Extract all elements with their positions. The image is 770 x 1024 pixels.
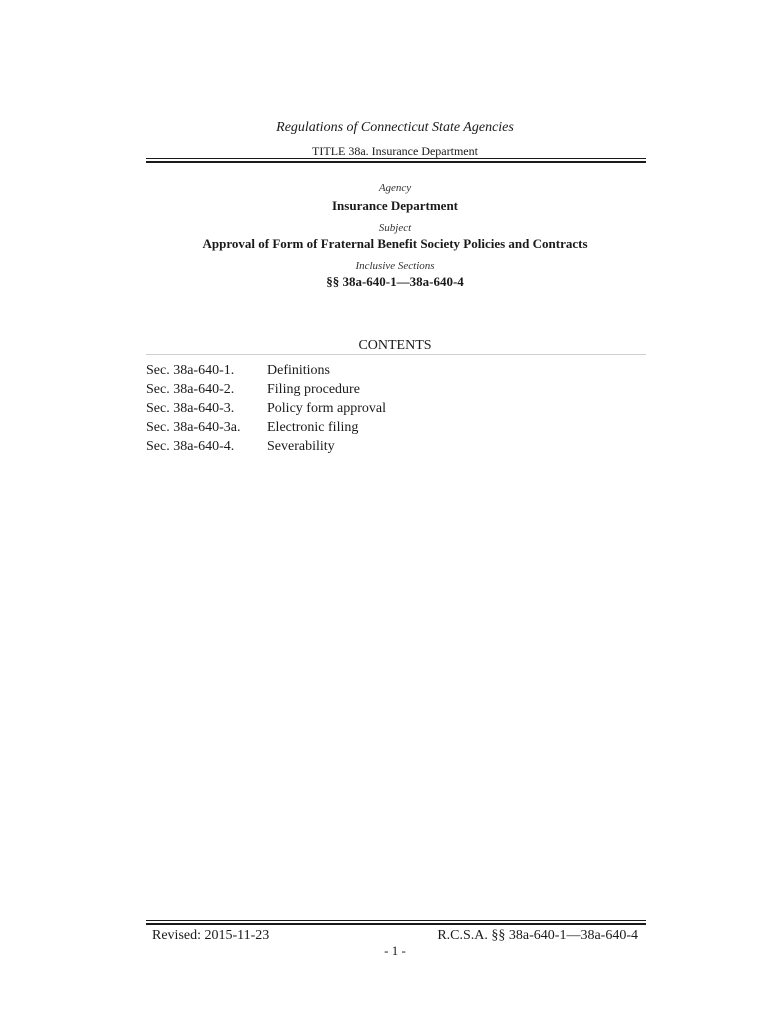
toc-row [146, 380, 646, 399]
agency-label: Agency [378, 182, 412, 194]
contents-divider [146, 354, 646, 355]
toc-row [146, 418, 646, 437]
toc-row [146, 361, 646, 380]
toc-row [146, 399, 646, 418]
toc-section-number: Sec. 38a-640-2. [146, 382, 235, 397]
page-number: - 1 - [384, 943, 406, 958]
footer-revised-date: Revised: 2015-11-23 [152, 928, 270, 943]
toc-section-title: Severability [267, 439, 335, 454]
agency-value: Insurance Department [331, 198, 458, 213]
toc-section-title: Policy form approval [267, 401, 386, 416]
inclusive-sections-label: Inclusive Sections [355, 260, 435, 272]
subject-label: Subject [378, 222, 412, 234]
table-of-contents [146, 361, 646, 456]
footer-divider [146, 920, 646, 925]
inclusive-sections-value: §§ 38a-640-1—38a-640-4 [326, 274, 464, 289]
toc-section-title: Filing procedure [267, 382, 360, 397]
document-header-subtitle: TITLE 38a. Insurance Department [312, 144, 478, 158]
contents-heading: CONTENTS [358, 338, 432, 353]
toc-section-number: Sec. 38a-640-1. [146, 363, 235, 378]
header-divider [146, 158, 646, 163]
toc-section-title: Definitions [267, 363, 330, 378]
subject-value: Approval of Form of Fraternal Benefit Society Policies and Contracts [202, 236, 588, 251]
toc-row [146, 437, 646, 456]
toc-section-number: Sec. 38a-640-4. [146, 439, 235, 454]
document-header-title: Regulations of Connecticut State Agencies [276, 120, 514, 135]
toc-section-number: Sec. 38a-640-3. [146, 401, 235, 416]
footer-citation: R.C.S.A. §§ 38a-640-1—38a-640-4 [437, 928, 638, 943]
toc-section-number: Sec. 38a-640-3a. [146, 420, 241, 435]
toc-section-title: Electronic filing [267, 420, 359, 435]
